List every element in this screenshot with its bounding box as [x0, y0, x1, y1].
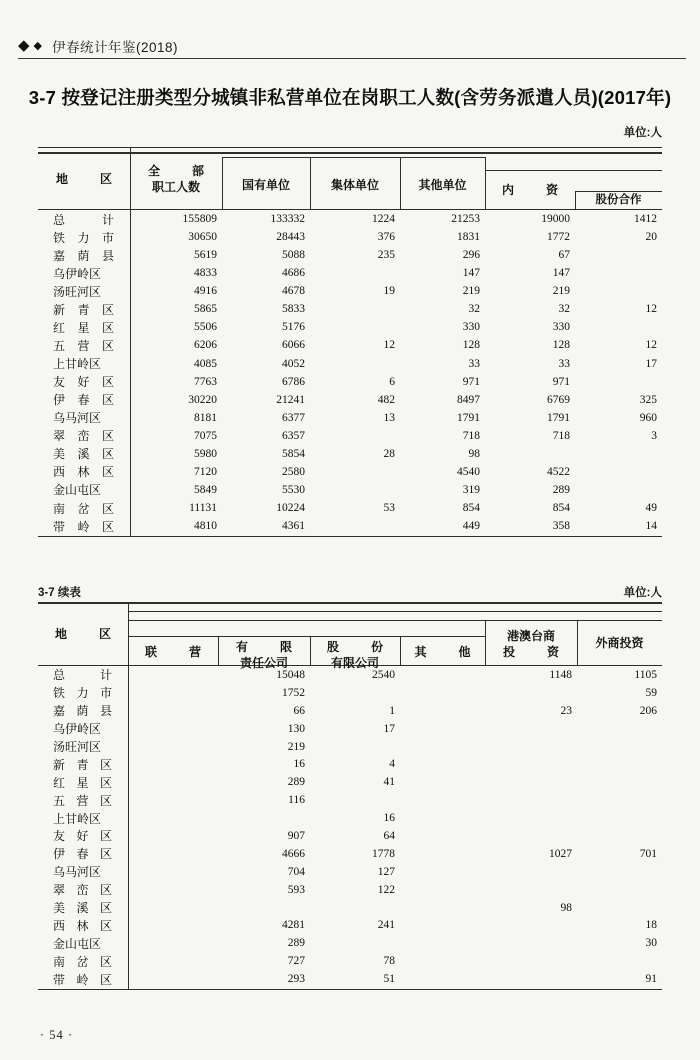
region-name: 红 星 区: [53, 775, 112, 790]
table-row: [38, 391, 662, 409]
region-name: 西 林 区: [53, 465, 114, 480]
value-cell: 854: [462, 502, 480, 515]
value-cell: 98: [468, 447, 480, 460]
value-cell: 7120: [194, 465, 217, 478]
value-cell: 64: [383, 829, 395, 842]
column-header-label: 港澳台商: [506, 629, 555, 643]
table-row: [38, 809, 662, 827]
value-cell: 293: [287, 973, 305, 986]
table-row: [38, 445, 662, 463]
value-cell: 8497: [457, 393, 480, 406]
region-name: 带 岭 区: [53, 972, 112, 987]
value-cell: 4810: [194, 520, 217, 533]
value-cell: 1752: [282, 686, 305, 699]
value-cell: 53: [383, 502, 395, 515]
value-cell: 1148: [549, 668, 572, 681]
value-cell: 147: [462, 267, 480, 280]
region-name: 上甘岭区: [53, 357, 102, 372]
region-name: 乌马河区: [53, 411, 102, 426]
column-header-total: [130, 163, 222, 195]
value-cell: 23: [560, 704, 572, 717]
value-cell: 4833: [194, 267, 217, 280]
value-cell: 701: [639, 847, 657, 860]
value-cell: 4281: [282, 919, 305, 932]
table-row: [38, 916, 662, 934]
value-cell: 11131: [189, 502, 217, 515]
value-cell: 718: [552, 429, 570, 442]
value-cell: 91: [645, 973, 657, 986]
value-cell: 21253: [451, 213, 480, 226]
table-row: [38, 355, 662, 373]
table-row: [38, 517, 662, 535]
column-header-collective: 集体单位: [330, 178, 379, 192]
value-cell: 5865: [194, 303, 217, 316]
table-row: [38, 952, 662, 970]
table-row: [38, 264, 662, 282]
value-cell: 1831: [457, 231, 480, 244]
value-cell: 325: [639, 393, 657, 406]
table-row: [38, 336, 662, 354]
continuation-caption: 3-7 续表: [38, 587, 81, 599]
value-cell: 4678: [282, 285, 305, 298]
diamond-icon: ◆: [18, 37, 30, 54]
table-row: [38, 409, 662, 427]
region-name: 铁 力 市: [53, 230, 114, 245]
value-cell: 1791: [457, 411, 480, 424]
value-cell: 17: [383, 722, 395, 735]
value-cell: 718: [462, 429, 480, 442]
column-header-hmt: [485, 628, 577, 660]
column-header-label: 责任公司: [239, 656, 288, 671]
column-header-label: 内 资: [502, 183, 558, 197]
table-row: [38, 702, 662, 720]
region-name: 红 星 区: [53, 320, 114, 335]
value-cell: 289: [552, 483, 570, 496]
value-cell: 49: [645, 502, 657, 515]
column-header-foreign: 外商投资: [595, 636, 644, 650]
value-cell: 98: [560, 901, 572, 914]
column-header-other: [400, 644, 485, 660]
value-cell: 289: [287, 937, 305, 950]
table-row: [38, 684, 662, 702]
table-row: [38, 827, 662, 845]
value-cell: 16: [293, 758, 305, 771]
value-cell: 219: [552, 285, 570, 298]
region-name: 南 岔 区: [53, 501, 114, 516]
table-title: 3-7 按登记注册类型分城镇非私营单位在岗职工人数(含劳务派遣人员)(2017年): [28, 87, 672, 108]
region-name: 南 岔 区: [53, 954, 112, 969]
value-cell: 6769: [547, 393, 570, 406]
value-cell: 330: [462, 321, 480, 334]
value-cell: 289: [287, 776, 305, 789]
column-header-state: 国有单位: [241, 178, 290, 192]
region-name: 上甘岭区: [53, 811, 102, 826]
value-cell: 6206: [194, 339, 217, 352]
region-name: 美 溪 区: [53, 901, 112, 916]
value-cell: 235: [377, 249, 395, 262]
value-cell: 14: [645, 520, 657, 533]
value-cell: 593: [287, 883, 305, 896]
header-rule: [18, 58, 686, 59]
table-row: [38, 755, 662, 773]
value-cell: 5176: [282, 321, 305, 334]
table-row: [38, 282, 662, 300]
value-cell: 2580: [282, 465, 305, 478]
value-cell: 12: [645, 303, 657, 316]
region-name: 翠 峦 区: [53, 429, 114, 444]
value-cell: 960: [639, 411, 657, 424]
table-rule: [128, 611, 662, 612]
unit-label: 单位:人: [623, 127, 662, 139]
value-cell: 449: [462, 520, 480, 533]
value-cell: 16: [383, 812, 395, 825]
value-cell: 128: [462, 339, 480, 352]
value-cell: 33: [558, 357, 570, 370]
table-row: [38, 970, 662, 988]
value-cell: 116: [288, 794, 305, 807]
value-cell: 127: [377, 865, 395, 878]
value-cell: 5854: [282, 447, 305, 460]
table-main: [38, 147, 662, 537]
table-row: [38, 481, 662, 499]
value-cell: 5088: [282, 249, 305, 262]
column-header-joint: [128, 644, 218, 660]
value-cell: 296: [462, 249, 480, 262]
region-name: 西 林 区: [53, 918, 112, 933]
region-name: 金山屯区: [53, 483, 102, 498]
table-row: [38, 499, 662, 517]
column-header-label: 有限公司: [330, 656, 379, 671]
table-rule: [38, 152, 662, 154]
value-cell: 30: [645, 937, 657, 950]
value-cell: 5833: [282, 303, 305, 316]
value-cell: 1791: [547, 411, 570, 424]
table-rule: [38, 536, 662, 538]
table-rule: [575, 191, 662, 192]
value-cell: 67: [558, 249, 570, 262]
region-name: 总 计: [53, 212, 114, 227]
value-cell: 18: [645, 919, 657, 932]
value-cell: 4666: [282, 847, 305, 860]
value-cell: 358: [552, 520, 570, 533]
value-cell: 7075: [194, 429, 217, 442]
column-header-domestic: [485, 182, 575, 198]
region-name: 伊 春 区: [53, 393, 114, 408]
value-cell: 854: [552, 502, 570, 515]
column-header-label: 有 限: [236, 640, 292, 654]
value-cell: 704: [287, 865, 305, 878]
column-header-label: 职工人数: [151, 180, 200, 195]
table-row: [38, 881, 662, 899]
value-cell: 3: [651, 429, 657, 442]
region-name: 汤旺河区: [53, 740, 102, 754]
region-name: 铁 力 市: [53, 686, 112, 701]
table-row: [38, 318, 662, 336]
region-name: 乌伊岭区: [53, 266, 102, 281]
value-cell: 6357: [282, 429, 305, 442]
value-cell: 7763: [194, 375, 217, 388]
diamond-icon: ◆: [33, 39, 43, 52]
value-cell: 206: [639, 704, 657, 717]
column-header-region: [38, 171, 130, 187]
page-header: [18, 36, 178, 56]
table-body: [38, 210, 662, 535]
value-cell: 1: [389, 704, 395, 717]
table-row: [38, 210, 662, 228]
value-cell: 1412: [634, 213, 657, 226]
column-header-label: 投 资: [503, 645, 559, 660]
region-name: 新 青 区: [53, 302, 114, 317]
book-title: 伊春统计年鉴(2018): [52, 40, 179, 55]
column-header-label: 地 区: [55, 627, 111, 641]
value-cell: 5849: [194, 483, 217, 496]
value-cell: 15048: [276, 668, 305, 681]
region-name: 五 营 区: [53, 338, 114, 353]
column-header-other-units: 其他单位: [418, 178, 467, 192]
table-continuation: [38, 602, 662, 990]
value-cell: 219: [287, 740, 305, 753]
value-cell: 17: [645, 357, 657, 370]
value-cell: 128: [552, 339, 570, 352]
table-row: [38, 863, 662, 881]
region-name: 嘉 荫 县: [53, 704, 112, 719]
value-cell: 4916: [194, 285, 217, 298]
value-cell: 1105: [634, 668, 657, 681]
table-body: [38, 666, 662, 988]
table-row: [38, 845, 662, 863]
column-header-label: 股 份: [327, 640, 383, 654]
region-name: 伊 春 区: [53, 847, 112, 862]
table-rule: [222, 157, 485, 158]
value-cell: 8181: [194, 411, 217, 424]
value-cell: 241: [377, 919, 395, 932]
table-row: [38, 899, 662, 917]
value-cell: 122: [377, 883, 395, 896]
value-cell: 907: [287, 829, 305, 842]
table-rule: [485, 170, 662, 171]
table-row: [38, 427, 662, 445]
value-cell: 33: [468, 357, 480, 370]
region-name: 乌伊岭区: [53, 722, 102, 737]
value-cell: 330: [552, 321, 570, 334]
table-row: [38, 246, 662, 264]
page-number: · 54 ·: [40, 1028, 74, 1042]
value-cell: 4686: [282, 267, 305, 280]
value-cell: 319: [462, 483, 480, 496]
value-cell: 4540: [457, 465, 480, 478]
value-cell: 1778: [372, 847, 395, 860]
value-cell: 32: [468, 303, 480, 316]
region-name: 五 营 区: [53, 793, 112, 808]
column-header-label: 联 营: [145, 645, 201, 659]
table-rule: [128, 620, 662, 621]
value-cell: 19: [383, 285, 395, 298]
value-cell: 6786: [282, 375, 305, 388]
region-name: 友 好 区: [53, 375, 114, 390]
value-cell: 219: [462, 285, 480, 298]
table-rule: [38, 147, 662, 148]
value-cell: 30220: [188, 393, 217, 406]
region-name: 乌马河区: [53, 865, 102, 880]
value-cell: 6: [389, 375, 395, 388]
unit-label: 单位:人: [623, 587, 662, 599]
value-cell: 2540: [372, 668, 395, 681]
region-name: 嘉 荫 县: [53, 248, 114, 263]
value-cell: 13: [383, 411, 395, 424]
value-cell: 78: [383, 955, 395, 968]
value-cell: 20: [645, 231, 657, 244]
column-header-label: 其 他: [414, 645, 471, 659]
value-cell: 130: [287, 722, 305, 735]
column-header-share-coop: 股份合作: [595, 194, 642, 206]
value-cell: 10224: [276, 502, 305, 515]
table-rule: [38, 602, 662, 604]
value-cell: 971: [552, 375, 570, 388]
value-cell: 133332: [270, 213, 305, 226]
column-header-region: [38, 626, 128, 642]
value-cell: 12: [383, 339, 395, 352]
value-cell: 28443: [276, 231, 305, 244]
value-cell: 6377: [282, 411, 305, 424]
value-cell: 4361: [282, 520, 305, 533]
value-cell: 727: [287, 955, 305, 968]
table-row: [38, 228, 662, 246]
value-cell: 30650: [188, 231, 217, 244]
value-cell: 376: [377, 231, 395, 244]
value-cell: 5980: [194, 447, 217, 460]
value-cell: 4522: [547, 465, 570, 478]
region-name: 新 青 区: [53, 757, 112, 772]
value-cell: 5506: [194, 321, 217, 334]
value-cell: 6066: [282, 339, 305, 352]
value-cell: 19000: [541, 213, 570, 226]
table-row: [38, 934, 662, 952]
value-cell: 4085: [194, 357, 217, 370]
region-name: 友 好 区: [53, 829, 112, 844]
value-cell: 41: [383, 776, 395, 789]
table-row: [38, 773, 662, 791]
table-rule: [128, 636, 485, 637]
value-cell: 155809: [182, 213, 217, 226]
value-cell: 28: [383, 447, 395, 460]
value-cell: 971: [462, 375, 480, 388]
value-cell: 4052: [282, 357, 305, 370]
value-cell: 51: [383, 973, 395, 986]
column-header-label: 全 部: [148, 164, 204, 178]
region-name: 金山屯区: [53, 936, 102, 951]
value-cell: 12: [645, 339, 657, 352]
column-header-label: 地 区: [56, 172, 112, 186]
region-name: 翠 峦 区: [53, 883, 112, 898]
region-name: 汤旺河区: [53, 284, 102, 299]
value-cell: 1224: [372, 213, 395, 226]
value-cell: 5619: [194, 249, 217, 262]
value-cell: 1027: [549, 847, 572, 860]
table-row: [38, 666, 662, 684]
table-row: [38, 791, 662, 809]
region-name: 带 岭 区: [53, 519, 114, 534]
table-row: [38, 300, 662, 318]
value-cell: 482: [377, 393, 395, 406]
value-cell: 5530: [282, 483, 305, 496]
table-row: [38, 738, 662, 756]
table-row: [38, 463, 662, 481]
value-cell: 32: [558, 303, 570, 316]
value-cell: 66: [293, 704, 305, 717]
table-rule: [38, 989, 662, 991]
region-name: 总 计: [53, 668, 112, 683]
region-name: 美 溪 区: [53, 447, 114, 462]
value-cell: 21241: [276, 393, 305, 406]
value-cell: 1772: [547, 231, 570, 244]
value-cell: 147: [552, 267, 570, 280]
table-row: [38, 720, 662, 738]
table-row: [38, 373, 662, 391]
value-cell: 59: [645, 686, 657, 699]
value-cell: 4: [389, 758, 395, 771]
